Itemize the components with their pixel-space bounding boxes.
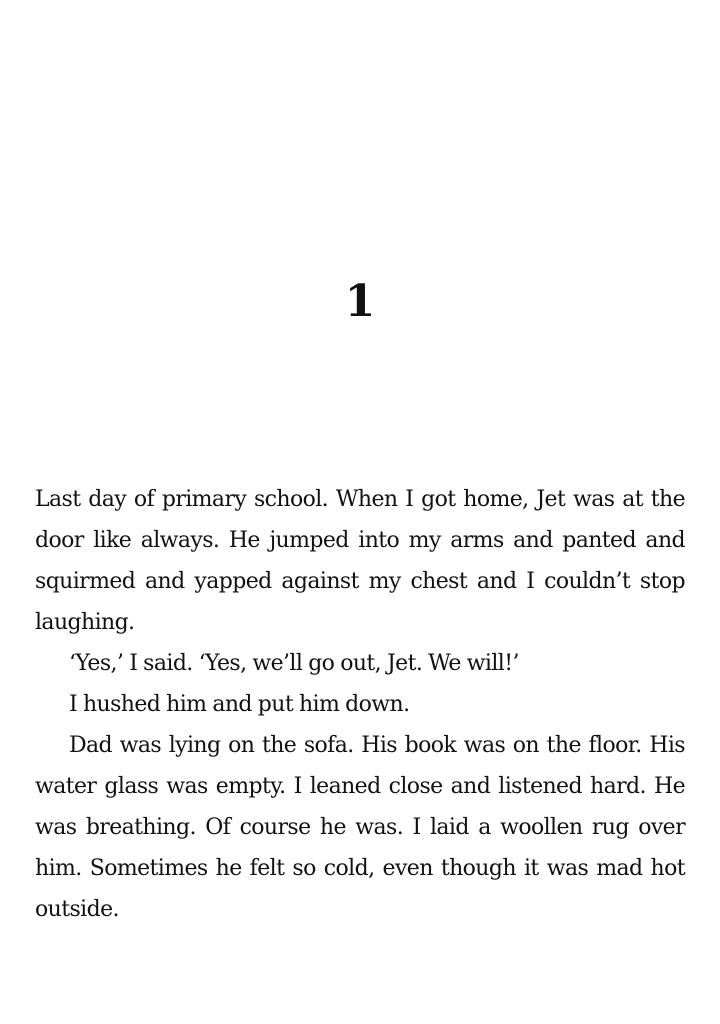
- paragraph: Dad was lying on the sofa. His book was on the floor. His water glass was empty. I leaned close and listened hard. He was breathing. Of course he was. I laid a woollen rug over him. Sometimes he felt so cold, even though it was mad hot outside.: [35, 733, 685, 922]
- paragraph: I hushed him and put him down.: [69, 692, 410, 717]
- paragraph: ‘Yes,’ I said. ‘Yes, we’ll go out, Jet. We will!’: [69, 651, 519, 676]
- chapter-number: 1: [344, 276, 376, 327]
- paragraph: Last day of primary school. When I got home, Jet was at the door like always. He jumped into my arms and panted and squirmed and yapped against my chest and I couldn’t stop laughing.: [35, 487, 685, 635]
- chapter-body-text: [35, 479, 685, 930]
